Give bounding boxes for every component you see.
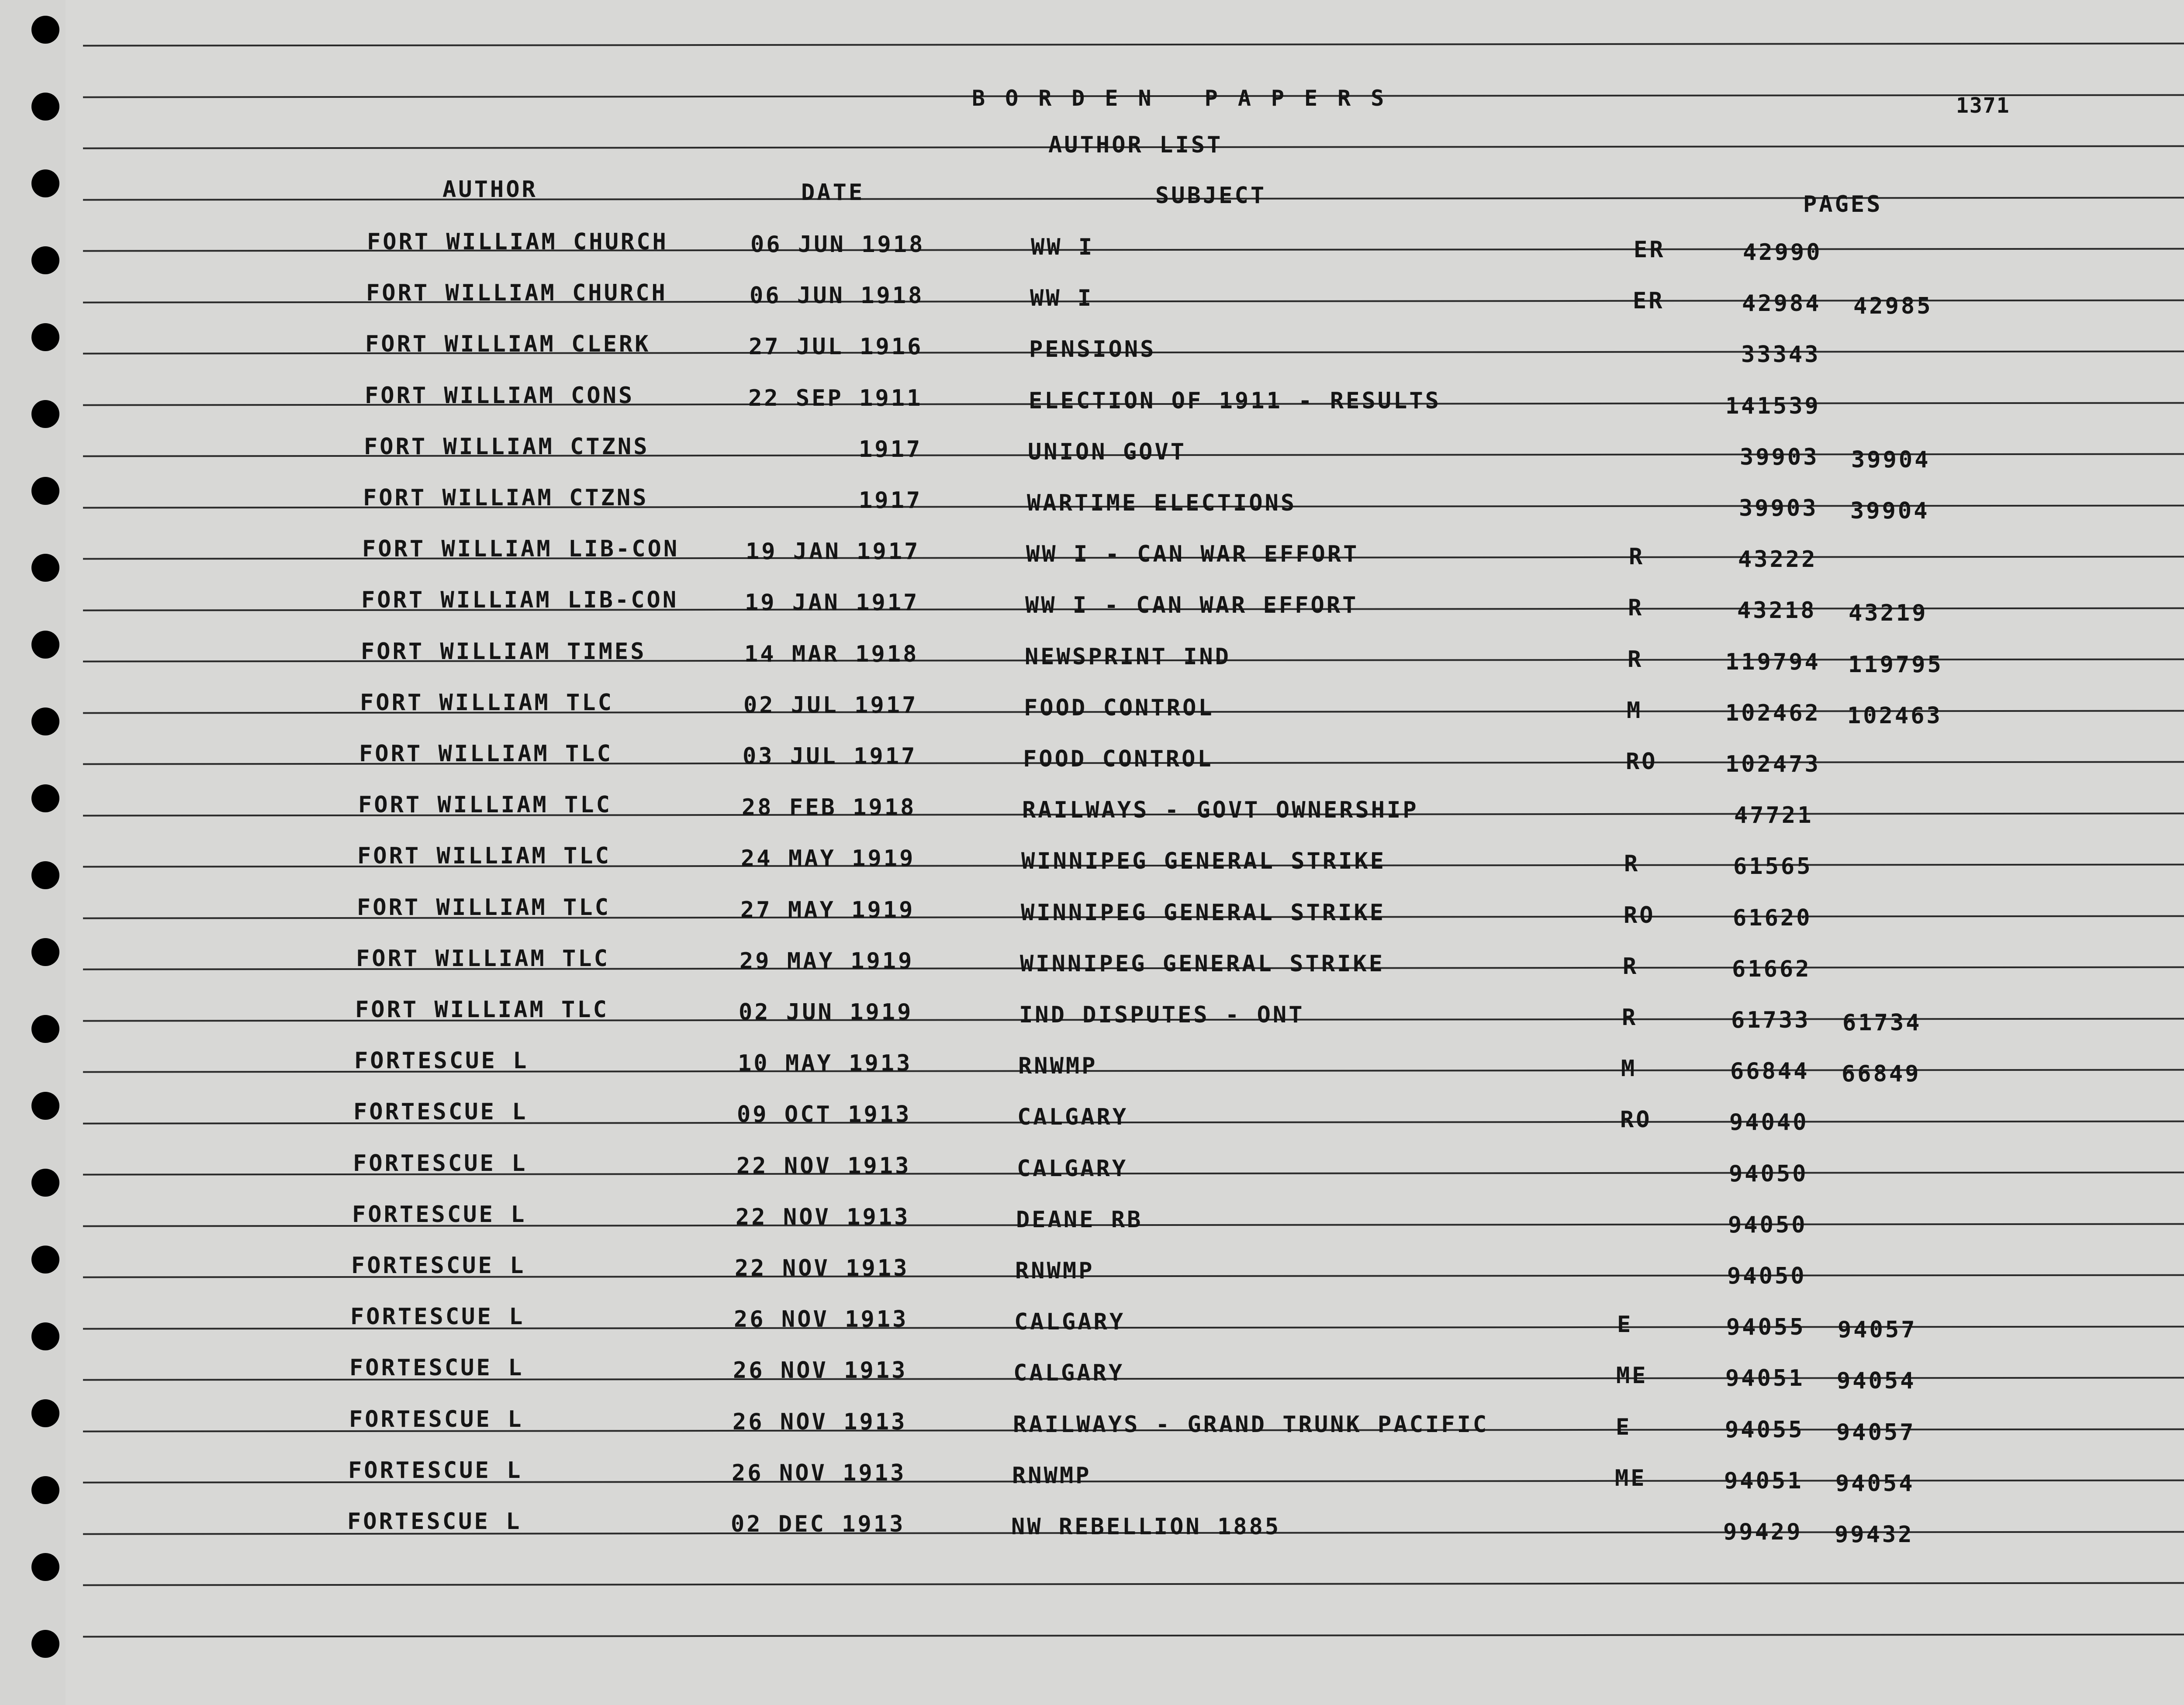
sprocket-hole bbox=[31, 93, 59, 121]
sprocket-hole bbox=[31, 323, 59, 351]
document-title: BORDEN PAPERS bbox=[972, 86, 1404, 111]
row-page-second: 94057 bbox=[1838, 1317, 1917, 1343]
row-date: 26 NOV 1913 bbox=[733, 1409, 907, 1435]
row-subject: PENSIONS bbox=[1029, 336, 1156, 362]
sprocket-hole bbox=[31, 861, 59, 889]
row-code: R bbox=[1629, 544, 1645, 570]
row-code: ME bbox=[1616, 1363, 1648, 1389]
row-subject: FOOD CONTROL bbox=[1024, 695, 1214, 721]
row-subject: RNWMP bbox=[1012, 1463, 1092, 1489]
sprocket-hole bbox=[31, 246, 59, 274]
sprocket-hole bbox=[31, 938, 59, 966]
row-code: RO bbox=[1626, 749, 1658, 775]
row-page-second: 94054 bbox=[1835, 1470, 1915, 1497]
row-author: FORT WILLIAM TLC bbox=[360, 690, 614, 716]
row-page-first: 119794 bbox=[1725, 649, 1821, 675]
row-page-first: 61565 bbox=[1733, 853, 1813, 880]
sprocket-hole bbox=[31, 708, 59, 735]
row-date: 24 MAY 1919 bbox=[741, 846, 916, 872]
sprocket-hole bbox=[31, 1246, 59, 1274]
row-page-first: 66844 bbox=[1730, 1058, 1810, 1084]
row-date: 26 NOV 1913 bbox=[733, 1357, 908, 1384]
row-page-first: 61620 bbox=[1733, 905, 1812, 931]
row-code: E bbox=[1616, 1414, 1632, 1440]
page-number: 1371 bbox=[1956, 93, 2010, 118]
row-date: 26 NOV 1913 bbox=[732, 1460, 906, 1486]
row-author: FORTESCUE L bbox=[352, 1201, 527, 1228]
row-subject: WW I bbox=[1031, 234, 1095, 260]
row-author: FORT WILLIAM TLC bbox=[355, 997, 609, 1023]
row-page-first: 94055 bbox=[1725, 1417, 1804, 1443]
column-header-pages: PAGES bbox=[1803, 191, 1883, 217]
row-page-second: 61734 bbox=[1842, 1010, 1922, 1036]
row-subject: WINNIPEG GENERAL STRIKE bbox=[1020, 951, 1385, 977]
sprocket-hole bbox=[31, 1092, 59, 1120]
row-code: M bbox=[1627, 697, 1643, 724]
row-date: 06 JUN 1918 bbox=[750, 231, 925, 258]
row-page-first: 102462 bbox=[1725, 700, 1821, 726]
row-author: FORTESCUE L bbox=[351, 1253, 526, 1279]
sprocket-hole bbox=[31, 169, 59, 197]
row-subject: NW REBELLION 1885 bbox=[1011, 1514, 1281, 1540]
row-page-second: 66849 bbox=[1842, 1061, 1921, 1087]
row-code: ER bbox=[1633, 288, 1665, 314]
row-date: 26 NOV 1913 bbox=[734, 1306, 909, 1332]
row-page-first: 94051 bbox=[1724, 1468, 1804, 1494]
row-page-second: 94057 bbox=[1836, 1419, 1916, 1446]
row-author: FORT WILLIAM LIB-CON bbox=[361, 587, 679, 613]
row-page-first: 94050 bbox=[1727, 1263, 1807, 1289]
row-page-second: 39904 bbox=[1851, 447, 1931, 473]
row-date: 22 SEP 1911 bbox=[748, 385, 923, 411]
row-page-first: 94050 bbox=[1729, 1161, 1808, 1187]
row-author: FORTESCUE L bbox=[353, 1099, 528, 1125]
row-page-first: 43222 bbox=[1738, 546, 1818, 573]
row-page-first: 94040 bbox=[1729, 1109, 1809, 1136]
row-subject: RAILWAYS - GOVT OWNERSHIP bbox=[1022, 797, 1419, 823]
row-page-first: 99429 bbox=[1723, 1519, 1803, 1545]
row-author: FORT WILLIAM TLC bbox=[358, 792, 612, 818]
row-date: 29 MAY 1919 bbox=[740, 948, 914, 974]
row-subject: CALGARY bbox=[1017, 1104, 1129, 1130]
row-date: 22 NOV 1913 bbox=[736, 1204, 910, 1230]
row-page-first: 102473 bbox=[1725, 751, 1821, 777]
row-date: 02 JUN 1919 bbox=[739, 999, 913, 1025]
sprocket-hole bbox=[31, 1399, 59, 1427]
row-author: FORT WILLIAM CHURCH bbox=[367, 229, 668, 255]
sprocket-hole bbox=[31, 1015, 59, 1043]
row-author: FORT WILLIAM CHURCH bbox=[366, 280, 667, 306]
row-date: 22 NOV 1913 bbox=[736, 1153, 911, 1179]
row-author: FORT WILLIAM CONS bbox=[365, 383, 635, 409]
sprocket-hole bbox=[31, 1169, 59, 1197]
row-subject: ELECTION OF 1911 - RESULTS bbox=[1029, 388, 1441, 414]
row-page-second: 94054 bbox=[1837, 1368, 1916, 1394]
row-page-first: 61662 bbox=[1732, 956, 1811, 982]
row-page-second: 99432 bbox=[1835, 1522, 1914, 1548]
row-code: E bbox=[1617, 1312, 1633, 1338]
row-subject: IND DISPUTES - ONT bbox=[1019, 1002, 1305, 1028]
row-code: R bbox=[1622, 1004, 1638, 1031]
row-page-first: 42984 bbox=[1742, 290, 1821, 317]
column-header-date: DATE bbox=[801, 179, 865, 206]
row-page-second: 39904 bbox=[1850, 498, 1930, 524]
sprocket-hole bbox=[31, 477, 59, 505]
ruled-line bbox=[83, 42, 2184, 46]
row-subject: WW I bbox=[1030, 285, 1094, 311]
row-author: FORT WILLIAM TLC bbox=[356, 946, 610, 972]
row-subject: WARTIME ELECTIONS bbox=[1027, 490, 1297, 516]
row-date: 27 MAY 1919 bbox=[740, 897, 915, 923]
row-code: ER bbox=[1634, 237, 1666, 263]
row-page-second: 119795 bbox=[1848, 652, 1943, 678]
row-code: R bbox=[1628, 646, 1644, 673]
row-date: 09 OCT 1913 bbox=[737, 1101, 912, 1128]
row-subject: WINNIPEG GENERAL STRIKE bbox=[1021, 900, 1386, 926]
row-subject: CALGARY bbox=[1013, 1360, 1125, 1386]
row-code: RO bbox=[1620, 1107, 1652, 1133]
ruled-line bbox=[83, 1633, 2184, 1637]
row-date: 28 FEB 1918 bbox=[742, 794, 916, 821]
row-date: 1917 bbox=[859, 436, 923, 462]
sprocket-hole bbox=[31, 16, 59, 44]
row-code: M bbox=[1621, 1056, 1637, 1082]
row-date: 10 MAY 1913 bbox=[738, 1050, 912, 1077]
row-author: FORTESCUE L bbox=[347, 1508, 522, 1535]
row-subject: CALGARY bbox=[1017, 1156, 1128, 1182]
row-date: 22 NOV 1913 bbox=[735, 1255, 909, 1281]
row-date: 02 DEC 1913 bbox=[731, 1511, 905, 1537]
row-code: R bbox=[1623, 953, 1639, 980]
row-date: 02 JUL 1917 bbox=[743, 692, 918, 718]
column-header-author: AUTHOR bbox=[442, 176, 538, 203]
row-author: FORTESCUE L bbox=[349, 1355, 524, 1381]
row-date: 19 JAN 1917 bbox=[746, 538, 920, 565]
row-page-first: 47721 bbox=[1734, 802, 1814, 828]
row-author: FORT WILLIAM CTZNS bbox=[364, 434, 650, 460]
row-subject: FOOD CONTROL bbox=[1023, 746, 1213, 772]
row-date: 06 JUN 1918 bbox=[750, 283, 924, 309]
sprocket-hole bbox=[31, 400, 59, 428]
row-page-first: 42990 bbox=[1743, 239, 1822, 266]
sprocket-hole bbox=[31, 1476, 59, 1504]
row-subject: DEANE RB bbox=[1016, 1207, 1143, 1233]
row-page-first: 43218 bbox=[1737, 597, 1817, 624]
row-page-first: 39903 bbox=[1740, 444, 1819, 470]
sprocket-hole bbox=[31, 784, 59, 812]
row-author: FORT WILLIAM TLC bbox=[359, 741, 613, 767]
sprocket-hole bbox=[31, 1630, 59, 1658]
row-page-second: 102463 bbox=[1847, 703, 1942, 729]
row-code: ME bbox=[1615, 1465, 1647, 1491]
row-subject: WW I - CAN WAR EFFORT bbox=[1026, 541, 1359, 567]
row-page-first: 61733 bbox=[1731, 1007, 1811, 1033]
row-page-first: 33343 bbox=[1741, 342, 1821, 368]
row-code: RO bbox=[1624, 902, 1655, 928]
row-author: FORTESCUE L bbox=[348, 1457, 523, 1484]
row-date: 27 JUL 1916 bbox=[749, 334, 923, 360]
sprocket-hole bbox=[31, 631, 59, 659]
row-subject: NEWSPRINT IND bbox=[1025, 644, 1231, 670]
document-subtitle: AUTHOR LIST bbox=[1048, 132, 1223, 158]
row-date: 14 MAR 1918 bbox=[744, 641, 919, 667]
row-author: FORT WILLIAM LIB-CON bbox=[362, 536, 680, 562]
row-author: FORT WILLIAM CTZNS bbox=[363, 485, 649, 511]
sprocket-hole bbox=[31, 554, 59, 582]
row-code: R bbox=[1628, 595, 1644, 621]
row-code: R bbox=[1624, 851, 1640, 877]
ruled-line bbox=[83, 1582, 2184, 1586]
row-page-second: 42985 bbox=[1853, 293, 1933, 319]
row-subject: UNION GOVT bbox=[1028, 439, 1187, 465]
row-date: 19 JAN 1917 bbox=[745, 590, 919, 616]
row-date: 1917 bbox=[859, 487, 923, 514]
row-date: 03 JUL 1917 bbox=[743, 743, 917, 770]
sprocket-hole bbox=[31, 1322, 59, 1350]
sprocket-hole bbox=[31, 1553, 59, 1581]
row-page-first: 39903 bbox=[1739, 495, 1818, 521]
row-author: FORT WILLIAM TLC bbox=[357, 843, 611, 869]
row-author: FORT WILLIAM TIMES bbox=[361, 639, 646, 665]
row-page-first: 94055 bbox=[1726, 1314, 1806, 1340]
row-author: FORT WILLIAM CLERK bbox=[365, 331, 651, 357]
row-subject: CALGARY bbox=[1014, 1309, 1126, 1335]
column-header-subject: SUBJECT bbox=[1155, 183, 1267, 209]
row-page-first: 141539 bbox=[1725, 393, 1821, 419]
row-author: FORTESCUE L bbox=[354, 1048, 529, 1074]
row-subject: RNWMP bbox=[1015, 1258, 1095, 1284]
row-author: FORT WILLIAM TLC bbox=[357, 894, 611, 921]
row-subject: RNWMP bbox=[1018, 1053, 1098, 1079]
row-author: FORTESCUE L bbox=[350, 1304, 525, 1330]
row-author: FORTESCUE L bbox=[353, 1150, 528, 1177]
row-page-first: 94050 bbox=[1728, 1212, 1807, 1238]
row-page-second: 43219 bbox=[1849, 600, 1928, 626]
row-author: FORTESCUE L bbox=[349, 1406, 524, 1432]
row-subject: WW I - CAN WAR EFFORT bbox=[1025, 592, 1358, 618]
row-subject: WINNIPEG GENERAL STRIKE bbox=[1021, 848, 1386, 874]
row-page-first: 94051 bbox=[1725, 1365, 1805, 1391]
row-subject: RAILWAYS - GRAND TRUNK PACIFIC bbox=[1013, 1412, 1489, 1438]
